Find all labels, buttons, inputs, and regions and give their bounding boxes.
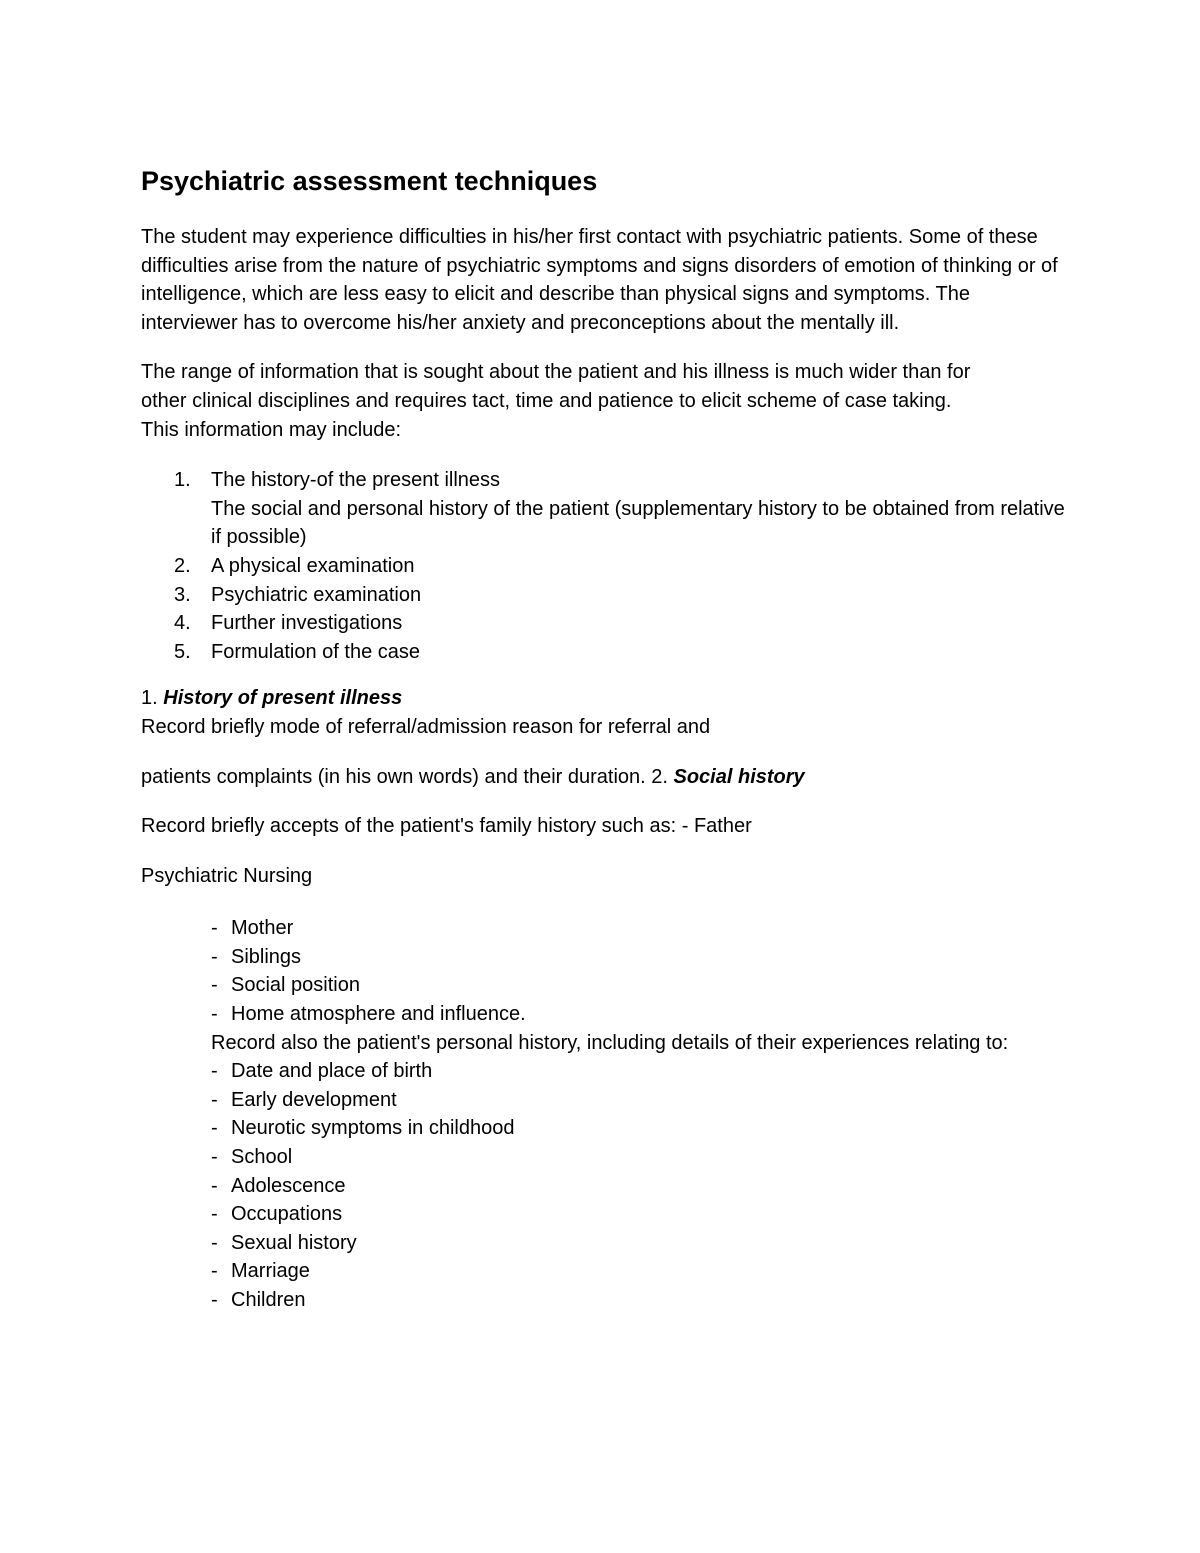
section-heading: History of present illness	[163, 687, 403, 710]
section-number: 1.	[141, 687, 158, 710]
dash-marker: -	[211, 974, 218, 997]
dash-marker: -	[211, 917, 218, 940]
document-content	[141, 164, 1071, 1315]
list-number: 3.	[174, 583, 191, 606]
dash-marker: -	[211, 1088, 218, 1111]
list-item-text: The history-of the present illness	[211, 469, 501, 492]
complaints-text: patients complaints (in his own words) and their duration. 2.	[141, 765, 668, 788]
list-item	[211, 1286, 1071, 1315]
list-item-text: Mother	[231, 917, 294, 940]
dash-marker: -	[211, 1117, 218, 1140]
dash-marker: -	[211, 1231, 218, 1254]
list-item	[141, 552, 1071, 581]
list-item-text: Marriage	[231, 1260, 310, 1283]
intro-paragraph: The student may experience difficulties in his/her first contact with psychiatric patients. Some of these difficulties arise from the nature of psychiatric symptoms and signs disorders of emotion of thinking or of intelligence, which are less easy to elicit and describe than physical signs and symptoms. The interviewer has to overcome his/her anxiety and preconceptions about the mentally ill.	[141, 226, 1058, 334]
list-item	[211, 1257, 1071, 1286]
list-item-text: Children	[231, 1289, 306, 1311]
list-number: 4.	[174, 612, 191, 635]
section-history-heading	[141, 684, 1071, 713]
complaints-line	[141, 763, 1071, 792]
personal-history-note: Record also the patient's personal history, including details of their experiences relating to:	[211, 1031, 1009, 1054]
list-item	[211, 1086, 1071, 1115]
list-item-text: Occupations	[231, 1203, 343, 1226]
list-number: 1.	[174, 469, 191, 492]
list-item	[141, 495, 1071, 552]
list-item	[141, 581, 1071, 610]
dash-marker: -	[211, 1289, 218, 1311]
scope-line: This information may include:	[141, 418, 402, 441]
list-item-text: Home atmosphere and influence.	[231, 1003, 526, 1026]
referral-line: Record briefly mode of referral/admission reason for referral and	[141, 715, 711, 738]
list-item-text: Formulation of the case	[211, 640, 420, 663]
list-item-text: A physical examination	[211, 554, 415, 577]
list-item	[211, 943, 1071, 972]
list-item	[141, 609, 1071, 638]
list-item	[141, 638, 1071, 667]
list-item-text: Siblings	[231, 945, 302, 968]
list-item	[211, 1057, 1071, 1086]
list-number: 2.	[174, 554, 191, 577]
list-item	[211, 971, 1071, 1000]
list-item	[211, 1229, 1071, 1258]
list-item-text: The social and personal history of the patient (supplementary history to be obtained from relative if possible)	[211, 497, 1065, 549]
list-item-text: Psychiatric examination	[211, 583, 422, 606]
scope-line: The range of information that is sought about the patient and his illness is much wider than for	[141, 361, 971, 384]
list-item	[211, 914, 1071, 943]
list-item	[141, 466, 1071, 495]
list-item-text: Date and place of birth	[231, 1060, 433, 1083]
dash-marker: -	[211, 1146, 218, 1169]
history-dash-list	[141, 914, 1071, 1314]
scope-paragraph	[141, 358, 1071, 444]
list-item-text: Sexual history	[231, 1231, 357, 1254]
list-item-text: Adolescence	[231, 1174, 346, 1197]
section-heading: Social history	[673, 765, 805, 788]
list-item-text: Neurotic symptoms in childhood	[231, 1117, 515, 1140]
dash-marker: -	[211, 1174, 218, 1197]
running-header: Psychiatric Nursing	[141, 864, 313, 887]
family-history-line: Record briefly accepts of the patient's family history such as: - Father	[141, 815, 752, 838]
assessment-steps-list	[141, 466, 1071, 666]
list-item-text: Social position	[231, 974, 360, 997]
list-item	[211, 1000, 1071, 1029]
dash-marker: -	[211, 945, 218, 968]
dash-marker: -	[211, 1203, 218, 1226]
list-item-text: Early development	[231, 1088, 397, 1111]
list-item-text: Further investigations	[211, 612, 403, 635]
dash-marker: -	[211, 1003, 218, 1026]
list-item	[211, 1200, 1071, 1229]
page-title: Psychiatric assessment techniques	[141, 166, 598, 196]
list-number: 5.	[174, 640, 191, 663]
list-item	[211, 1172, 1071, 1201]
dash-marker: -	[211, 1260, 218, 1283]
list-item	[211, 1143, 1071, 1172]
list-item	[211, 1114, 1071, 1143]
list-item-text: School	[231, 1146, 293, 1169]
scope-line: other clinical disciplines and requires tact, time and patience to elicit scheme of case taking.	[141, 389, 952, 412]
dash-marker: -	[211, 1060, 218, 1083]
